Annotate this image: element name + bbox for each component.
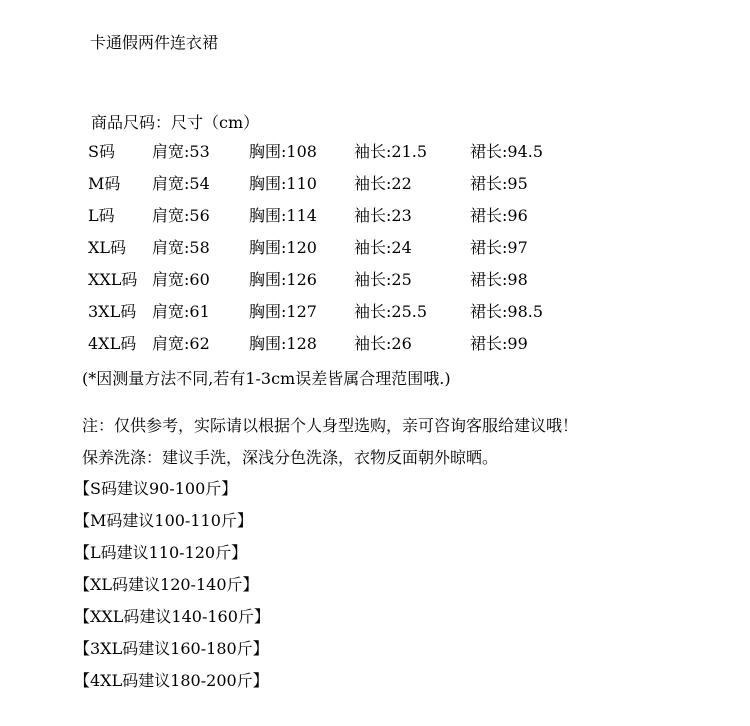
dress-length: 裙长:98.5 xyxy=(470,302,544,321)
weight-recommendation-xl: 【XL码建议120-140斤】 xyxy=(74,575,259,594)
size-label: XXL码 xyxy=(88,270,138,289)
weight-recommendation-3xl: 【3XL码建议160-180斤】 xyxy=(74,639,269,658)
weight-recommendation-l: 【L码建议110-120斤】 xyxy=(74,543,248,562)
size-label: S码 xyxy=(88,142,115,161)
shoulder-width: 肩宽:58 xyxy=(152,238,210,257)
shoulder-width: 肩宽:56 xyxy=(152,206,210,225)
dress-length: 裙长:98 xyxy=(470,270,528,289)
bust: 胸围:126 xyxy=(249,270,317,289)
size-label: 4XL码 xyxy=(88,334,137,353)
weight-recommendation-s: 【S码建议90-100斤】 xyxy=(74,479,238,498)
dress-length: 裙长:96 xyxy=(470,206,528,225)
shoulder-width: 肩宽:61 xyxy=(152,302,210,321)
sleeve-length: 袖长:25.5 xyxy=(354,302,428,321)
weight-recommendation-xxl: 【XXL码建议140-160斤】 xyxy=(74,607,270,626)
bust: 胸围:114 xyxy=(249,206,317,225)
sleeve-length: 袖长:25 xyxy=(354,270,412,289)
dress-length: 裙长:95 xyxy=(470,174,528,193)
shoulder-width: 肩宽:53 xyxy=(152,142,210,161)
size-label: M码 xyxy=(88,174,121,193)
sleeve-length: 袖长:24 xyxy=(354,238,412,257)
shoulder-width: 肩宽:54 xyxy=(152,174,210,193)
size-label: 3XL码 xyxy=(88,302,137,321)
bust: 胸围:128 xyxy=(249,334,317,353)
size-label: L码 xyxy=(88,206,115,225)
bust: 胸围:108 xyxy=(249,142,317,161)
bust: 胸围:120 xyxy=(249,238,317,257)
measurement-tolerance-note: (*因测量方法不同,若有1-3cm误差皆属合理范围哦.) xyxy=(82,369,451,388)
size-label: XL码 xyxy=(88,238,127,257)
shoulder-width: 肩宽:60 xyxy=(152,270,210,289)
bust: 胸围:110 xyxy=(249,174,317,193)
sleeve-length: 袖长:23 xyxy=(354,206,412,225)
reference-note: 注：仅供参考，实际请以根据个人身型选购，亲可咨询客服给建议哦！ xyxy=(82,416,579,435)
sleeve-length: 袖长:21.5 xyxy=(354,142,428,161)
size-chart-header: 商品尺码：尺寸（cm） xyxy=(91,113,260,132)
care-instructions: 保养洗涤：建议手洗，深浅分色洗涤，衣物反面朝外晾晒。 xyxy=(82,448,499,467)
dress-length: 裙长:97 xyxy=(470,238,528,257)
sleeve-length: 袖长:22 xyxy=(354,174,412,193)
weight-recommendation-list xyxy=(74,478,270,702)
bust: 胸围:127 xyxy=(249,302,317,321)
sleeve-length: 袖长:26 xyxy=(354,334,412,353)
weight-recommendation-4xl: 【4XL码建议180-200斤】 xyxy=(74,671,269,690)
product-title: 卡通假两件连衣裙 xyxy=(90,33,219,52)
dress-length: 裙长:99 xyxy=(470,334,528,353)
weight-recommendation-m: 【M码建议100-110斤】 xyxy=(74,511,253,530)
shoulder-width: 肩宽:62 xyxy=(152,334,210,353)
dress-length: 裙长:94.5 xyxy=(470,142,544,161)
